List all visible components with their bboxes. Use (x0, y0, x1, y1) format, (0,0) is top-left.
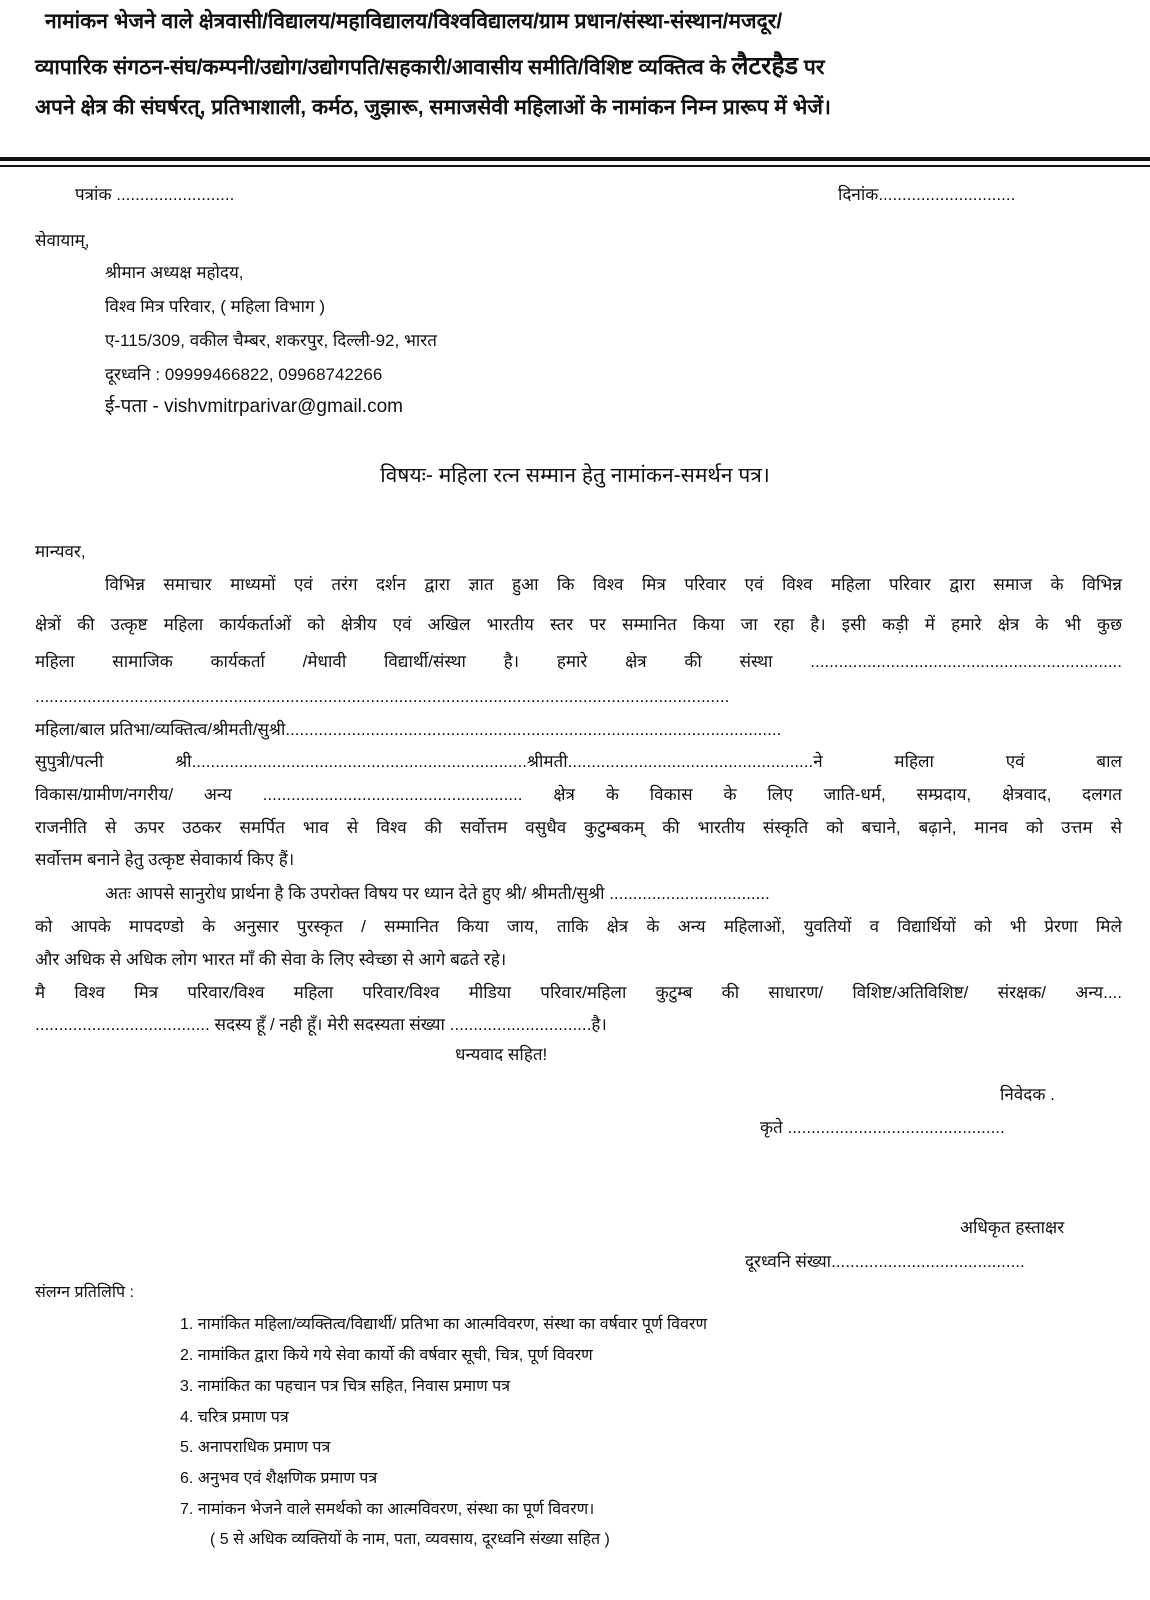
enclosure-item: 7. नामांकन भेजने वाले समर्थको का आत्मविवरण, संस्था का पूर्ण विवरण। (180, 1501, 595, 1518)
body-line: सर्वोत्तम बनाने हेतु उत्कृष्ट सेवाकार्य किए हैं। (35, 850, 295, 869)
header-line-2 (35, 52, 824, 82)
address-line: विश्व मित्र परिवार, ( महिला विभाग ) (105, 297, 325, 316)
greeting: मान्यवर, (35, 542, 86, 561)
body-line: विभिन्न समाचार माध्यमों एवं तरंग दर्शन द्वारा ज्ञात हुआ कि विश्व मित्र परिवार एवं विश्व महिला परिवार द्वारा समाज के विभिन्न (105, 575, 1122, 594)
enclosure-item: 1. नामांकित महिला/व्यक्तित्व/विद्यार्थी/ प्रतिभा का आत्मविवरण, संस्था का वर्षवार पूर्ण विवरण (180, 1316, 708, 1333)
enclosure-note: ( 5 से अधिक व्यक्तियों के नाम, पता, व्यवसाय, दूरध्वनि संख्या सहित ) (210, 1531, 610, 1548)
letterhead-word: लैटरहैड (731, 52, 799, 80)
on-behalf-field: कृते .............................................. (760, 1118, 1005, 1137)
body-line: और अधिक से अधिक लोग भारत माँ की सेवा के लिए स्वेच्छा से आगे बढते रहे। (35, 950, 507, 969)
address-line: ए-115/309, वकील चैम्बर, शकरपुर, दिल्ली-92, भारत (105, 331, 437, 350)
date-field: दिनांक............................. (838, 185, 1016, 204)
enclosure-item: 2. नामांकित द्वारा किये गये सेवा कार्यो की वर्षवार सूची, चित्र, पूर्ण विवरण (180, 1347, 593, 1364)
enclosure-item: 4. चरित्र प्रमाण पत्र (180, 1409, 289, 1426)
reference-number: पत्रांक ......................... (75, 185, 235, 204)
enclosure-item: 3. नामांकित का पहचान पत्र चित्र सहित, निवास प्रमाण पत्र (180, 1378, 511, 1395)
enclosure-item: 5. अनापराधिक प्रमाण पत्र (180, 1439, 331, 1456)
address-line: श्रीमान अध्यक्ष महोदय, (105, 263, 244, 282)
body-line: अतः आपसे सानुरोध प्रार्थना है कि उपरोक्त विषय पर ध्यान देते हुए श्री/ श्रीमती/सुश्री .................................. (105, 884, 770, 903)
enclosure-item: 6. अनुभव एवं शैक्षणिक प्रमाण पत्र (180, 1470, 378, 1487)
body-line: ..................................... सदस्य हूँ / नही हूँ। मेरी सदस्यता संख्या ..............................है। (35, 1015, 607, 1034)
header-line-2-text: व्यापारिक संगठन-संघ/कम्पनी/उद्योग/उद्योगपति/सहकारी/आवासीय समीति/विशिष्ट व्यक्तित्व के (35, 56, 726, 79)
authorized-signature: अधिकृत हस्ताक्षर (960, 1218, 1065, 1237)
header-line-2-end: पर (803, 56, 825, 79)
salutation-to: सेवायाम्, (35, 231, 90, 250)
header-line-1: नामांकन भेजने वाले क्षेत्रवासी/विद्यालय/महाविद्यालय/विश्वविद्यालय/ग्राम प्रधान/संस्था-संस्थान/मजदूर/ (45, 10, 783, 33)
body-line: ................................................................................................................................................... (35, 687, 730, 706)
thanks: धन्यवाद सहित! (455, 1045, 548, 1064)
address-phone: दूरध्वनि : 09999466822, 09968742266 (105, 365, 383, 384)
divider-thin (0, 165, 1150, 167)
body-line: विकास/ग्रामीण/नगरीय/ अन्य ....................................................... क्षेत्र के विकास के लिए जाति-धर्म, सम्प्रदाय, क्षेत्रवाद, दलगत (35, 785, 1122, 804)
body-line: को आपके मापदण्डो के अनुसार पुरस्कृत / सम्मानित किया जाय, ताकि क्षेत्र के अन्य महिलाओं, युवतियों व विद्यार्थियों को भी प्रेरणा मिले (35, 917, 1122, 936)
body-line: क्षेत्रों की उत्कृष्ट महिला कार्यकर्ताओं को क्षेत्रीय एवं अखिल भारतीय स्तर पर सम्मानित किया जा रहा है। इसी कड़ी में हमारे क्षेत्र के भी कुछ (35, 615, 1122, 634)
subject-line: विषयः- महिला रत्न सम्मान हेतु नामांकन-समर्थन पत्र। (380, 464, 770, 487)
applicant-label: निवेदक . (1000, 1085, 1055, 1104)
divider-thick (0, 157, 1150, 161)
body-line: सुपुत्री/पत्नी श्री.......................................................................श्रीमती....................................................ने महिला एवं बाल (35, 752, 1122, 771)
body-line: महिला सामाजिक कार्यकर्ता /मेधावी विद्यार्थी/संस्था है। हमारे क्षेत्र की संस्था .................................................................. (35, 652, 1122, 671)
header-line-3: अपने क्षेत्र की संघर्षरत्, प्रतिभाशाली, कर्मठ, जुझारू, समाजसेवी महिलाओं के नामांकन निम्न प्रारूप में भेजें। (35, 96, 831, 119)
body-line: राजनीति से ऊपर उठकर समर्पित भाव से विश्व की सर्वोत्तम वसुधैव कुटुम्बकम् की भारतीय संस्कृति को बचाने, बढ़ाने, मानव को उत्तम से (35, 818, 1122, 837)
address-email: ई-पता - vishvmitrparivar@gmail.com (105, 396, 403, 417)
body-line: मै विश्व मित्र परिवार/विश्व महिला परिवार/विश्व मीडिया परिवार/महिला कुटुम्ब की साधारण/ विशिष्ट/अतिविशिष्ट/ संरक्षक/ अन्य.... (35, 983, 1122, 1002)
phone-number-field: दूरध्वनि संख्या......................................... (745, 1252, 1025, 1271)
enclosures-title: संलग्न प्रतिलिपि : (35, 1284, 134, 1301)
body-line: महिला/बाल प्रतिभा/व्यक्तित्व/श्रीमती/सुश्री......................................................................................................... (35, 720, 782, 739)
